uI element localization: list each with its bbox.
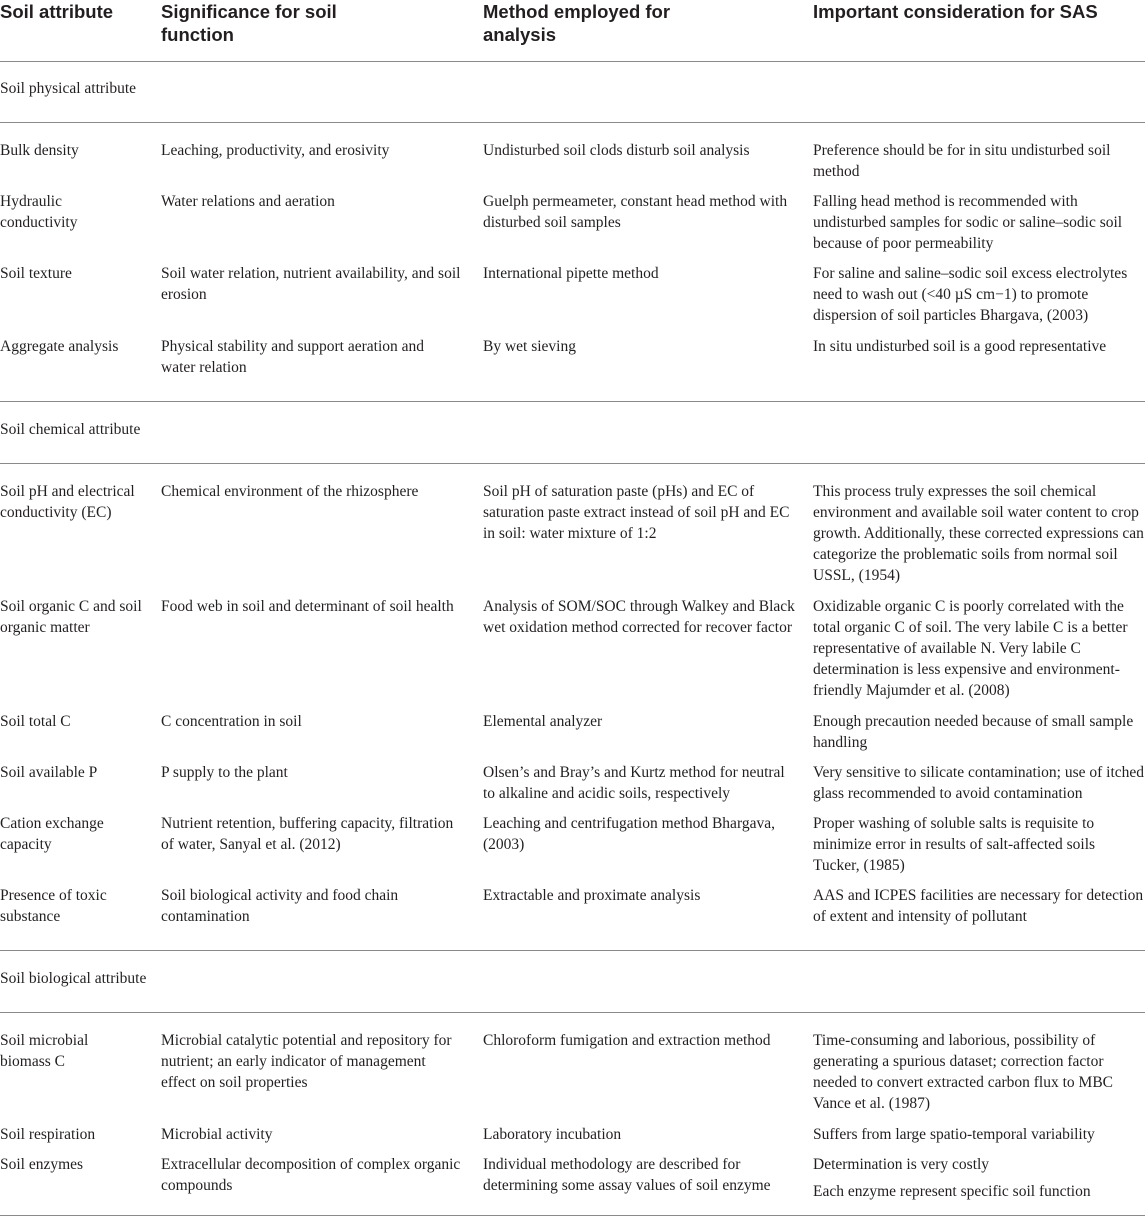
- cell-significance: Chemical environment of the rhizosphere: [161, 483, 419, 500]
- table-header: [0, 0, 1145, 60]
- cell-method: Individual methodology are described for determining some assay values of soil enzyme: [483, 1156, 771, 1194]
- cell-significance: Water relations and aeration: [161, 193, 335, 210]
- cell-consideration: Oxidizable organic C is poorly correlated with the total organic C of soil. The very labile C is a better representative of available N. Very labile C determination is less expensive and environment-friendly Majumder et al. (2008): [813, 598, 1128, 699]
- cell-attribute: Aggregate analysis: [0, 338, 119, 355]
- cell-consideration: For saline and saline–sodic soil excess electrolytes need to wash out (<40 µS cm−1) to promote dispersion of soil particles Bhargava, (2003): [813, 265, 1128, 324]
- cell-significance: Soil biological activity and food chain contamination: [161, 887, 399, 925]
- section-rule: [0, 401, 1145, 402]
- cell-method: International pipette method: [483, 265, 659, 282]
- section-rule: [0, 463, 1145, 464]
- section-rule: [0, 950, 1145, 951]
- cell-significance: Food web in soil and determinant of soil health: [161, 598, 454, 615]
- cell-attribute: Hydraulic conductivity: [0, 193, 78, 231]
- section-rule: [0, 122, 1145, 123]
- cell-method: Guelph permeameter, constant head method with disturbed soil samples: [483, 193, 788, 231]
- cell-attribute: Cation exchange capacity: [0, 815, 104, 853]
- cell-significance: Microbial catalytic potential and repository for nutrient; an early indicator of management effect on soil properties: [161, 1032, 452, 1091]
- cell-method: Olsen’s and Bray’s and Kurtz method for neutral to alkaline and acidic soils, respectively: [483, 764, 785, 802]
- cell-attribute: Bulk density: [0, 142, 79, 159]
- cell-attribute: Soil texture: [0, 265, 72, 282]
- consideration-line: Determination is very costly: [813, 1156, 990, 1173]
- section-title-physical: Soil physical attribute: [0, 80, 137, 97]
- cell-consideration: Time-consuming and laborious, possibility of generating a spurious dataset; correction factor needed to convert extracted carbon flux to MBC Vance et al. (1987): [813, 1032, 1113, 1112]
- cell-significance: Soil water relation, nutrient availability, and soil erosion: [161, 265, 461, 303]
- section-rule: [0, 1012, 1145, 1013]
- cell-method: By wet sieving: [483, 338, 576, 355]
- cell-method: Laboratory incubation: [483, 1126, 622, 1143]
- header-method: Method employed for analysis: [483, 1, 671, 45]
- cell-significance: Nutrient retention, buffering capacity, filtration of water, Sanyal et al. (2012): [161, 815, 454, 853]
- bottom-rule: [0, 1215, 1145, 1216]
- cell-method: Soil pH of saturation paste (pHs) and EC of saturation paste extract instead of soil pH and EC in soil: water mixture of 1:2: [483, 483, 790, 542]
- cell-consideration: Enough precaution needed because of small sample handling: [813, 713, 1134, 751]
- header-significance: Significance for soil function: [161, 1, 337, 45]
- header-soil-attribute: Soil attribute: [0, 1, 114, 22]
- cell-method: Extractable and proximate analysis: [483, 887, 701, 904]
- cell-consideration: Very sensitive to silicate contamination; use of itched glass recommended to avoid contamination: [813, 764, 1145, 802]
- section-title-biological: Soil biological attribute: [0, 970, 147, 987]
- cell-attribute: Soil pH and electrical conductivity (EC): [0, 483, 135, 521]
- cell-method: Leaching and centrifugation method Bhargava, (2003): [483, 815, 775, 853]
- header-rule: [0, 61, 1145, 62]
- cell-attribute: Soil total C: [0, 713, 71, 730]
- cell-attribute: Presence of toxic substance: [0, 887, 107, 925]
- cell-significance: Microbial activity: [161, 1126, 273, 1143]
- consideration-line-extra: Each enzyme represent specific soil function: [813, 1183, 1091, 1200]
- cell-method: Chloroform fumigation and extraction method: [483, 1032, 771, 1049]
- cell-attribute: Soil respiration: [0, 1126, 96, 1143]
- section-title-chemical: Soil chemical attribute: [0, 421, 141, 438]
- cell-consideration: Suffers from large spatio-temporal variability: [813, 1126, 1095, 1143]
- cell-significance: Extracellular decomposition of complex organic compounds: [161, 1156, 461, 1194]
- header-consideration: Important consideration for SAS: [813, 1, 1098, 22]
- cell-attribute: Soil available P: [0, 764, 98, 781]
- cell-consideration: Falling head method is recommended with undisturbed samples for sodic or saline–sodic soil because of poor permeability: [813, 193, 1123, 252]
- cell-method: Undisturbed soil clods disturb soil analysis: [483, 142, 750, 159]
- cell-consideration: [813, 1154, 1145, 1202]
- cell-consideration: Proper washing of soluble salts is requisite to minimize error in results of salt-affected soils Tucker, (1985): [813, 815, 1096, 874]
- cell-consideration: AAS and ICPES facilities are necessary for detection of extent and intensity of pollutant: [813, 887, 1144, 925]
- cell-significance: Leaching, productivity, and erosivity: [161, 142, 390, 159]
- cell-attribute: Soil enzymes: [0, 1156, 84, 1173]
- cell-attribute: Soil organic C and soil organic matter: [0, 598, 142, 636]
- cell-significance: P supply to the plant: [161, 764, 288, 781]
- cell-method: Elemental analyzer: [483, 713, 603, 730]
- cell-significance: Physical stability and support aeration and water relation: [161, 338, 425, 376]
- cell-method: Analysis of SOM/SOC through Walkey and Black wet oxidation method corrected for recover factor: [483, 598, 795, 636]
- cell-attribute: Soil microbial biomass C: [0, 1032, 89, 1070]
- cell-significance: C concentration in soil: [161, 713, 302, 730]
- cell-consideration: This process truly expresses the soil chemical environment and available soil water content to crop growth. Additionally, these corrected expressions can categorize the problematic soils from normal soil USSL, (1954): [813, 483, 1144, 584]
- cell-consideration: In situ undisturbed soil is a good representative: [813, 338, 1107, 355]
- cell-consideration: Preference should be for in situ undisturbed soil method: [813, 142, 1111, 180]
